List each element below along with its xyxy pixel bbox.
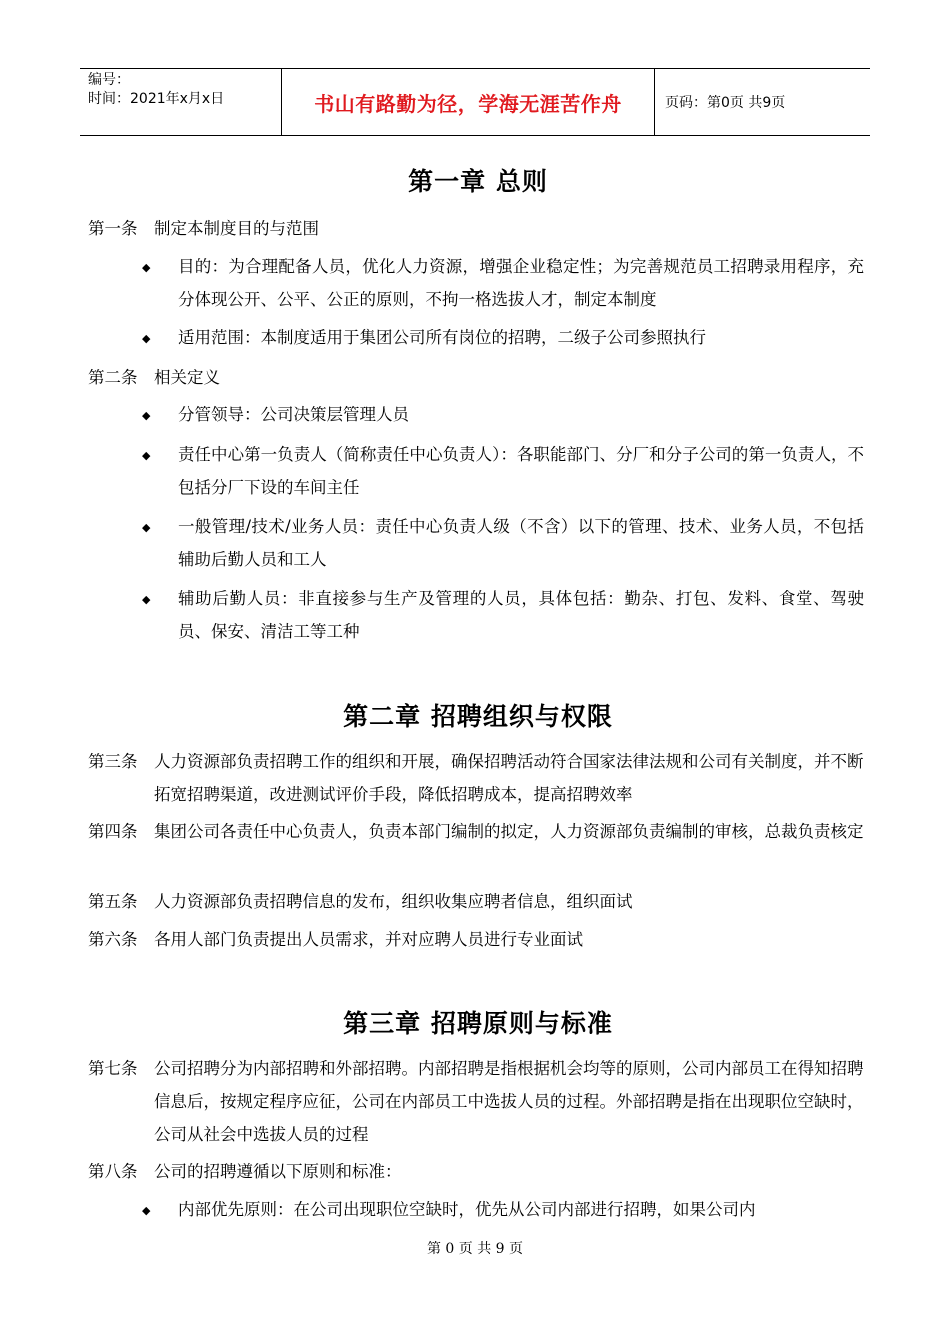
header-table (80, 68, 870, 136)
footer-page-number: 第 0 页 共 9 页 (426, 1241, 524, 1257)
list-item (142, 250, 864, 316)
motto: 书山有路勤为径，学海无涯苦作舟 (314, 91, 622, 116)
article-number: 第七条 (88, 1059, 138, 1078)
list-item (142, 582, 864, 648)
header-page-info (655, 69, 870, 135)
list-item (142, 398, 864, 432)
diamond-bullet-icon: ◆ (142, 409, 151, 422)
bullet-text: 责任中心第一负责人（简称责任中心负责人）：各职能部门、分厂和分子公司的第一负责人，不包括分厂下设的车间主任 (178, 445, 864, 497)
header-meta (80, 69, 281, 135)
article-1 (88, 212, 868, 245)
chapter-1-title: 第一章 总则 (408, 167, 548, 196)
header-motto-cell (281, 69, 655, 135)
page-footer (0, 1238, 950, 1258)
article-8 (88, 1155, 868, 1188)
article-text: 制定本制度目的与范围 (154, 219, 319, 238)
article-text: 各用人部门负责提出人员需求，并对应聘人员进行专业面试 (154, 930, 583, 949)
chapter-3-title: 第三章 招聘原则与标准 (343, 1009, 613, 1038)
article-text: 相关定义 (154, 368, 220, 387)
article-number: 第三条 (88, 752, 138, 771)
article-number: 第四条 (88, 822, 138, 841)
article-6 (88, 923, 868, 956)
list-item (142, 510, 864, 576)
bullet-text: 一般管理/技术/业务人员：责任中心负责人级（不含）以下的管理、技术、业务人员，不包括辅助后勤人员和工人 (178, 517, 864, 569)
article-number: 第六条 (88, 930, 138, 949)
list-item (142, 438, 864, 504)
article-number: 第一条 (88, 219, 138, 238)
code-label: 编号： (88, 72, 130, 88)
article-3 (88, 745, 868, 811)
chapter-2-title: 第二章 招聘组织与权限 (343, 702, 613, 731)
article-number: 第二条 (88, 368, 138, 387)
diamond-bullet-icon: ◆ (142, 1204, 151, 1217)
article-number: 第五条 (88, 892, 138, 911)
bullet-text: 分管领导：公司决策层管理人员 (178, 405, 409, 424)
article-text: 集团公司各责任中心负责人，负责本部门编制的拟定，人力资源部负责编制的审核，总裁负责核定 (154, 822, 864, 841)
diamond-bullet-icon: ◆ (142, 593, 151, 606)
list-item (142, 1193, 864, 1227)
list-item (142, 321, 864, 355)
diamond-bullet-icon: ◆ (142, 449, 151, 462)
article-5 (88, 885, 868, 918)
bullet-text: 适用范围：本制度适用于集团公司所有岗位的招聘，二级子公司参照执行 (178, 328, 706, 347)
article-2 (88, 361, 868, 394)
bullet-text: 内部优先原则：在公司出现职位空缺时，优先从公司内部进行招聘，如果公司内 (178, 1200, 756, 1219)
diamond-bullet-icon: ◆ (142, 332, 151, 345)
page-info: 页码：第0页 共9页 (665, 95, 786, 111)
diamond-bullet-icon: ◆ (142, 521, 151, 534)
article-text: 公司招聘分为内部招聘和外部招聘。内部招聘是指根据机会均等的原则，公司内部员工在得知招聘信息后，按规定程序应征，公司在内部员工中选拔人员的过程。外部招聘是指在出现职位空缺时，公司从社会中选拔人员的过程 (154, 1059, 864, 1144)
article-text: 人力资源部负责招聘工作的组织和开展，确保招聘活动符合国家法律法规和公司有关制度，并不断拓宽招聘渠道，改进测试评价手段，降低招聘成本，提高招聘效率 (154, 752, 864, 804)
article-number: 第八条 (88, 1162, 138, 1181)
article-7 (88, 1052, 868, 1151)
article-text: 公司的招聘遵循以下原则和标准： (154, 1162, 402, 1181)
bullet-text: 目的：为合理配备人员，优化人力资源，增强企业稳定性；为完善规范员工招聘录用程序，充分体现公开、公平、公正的原则，不拘一格选拔人才，制定本制度 (178, 257, 864, 309)
article-text: 人力资源部负责招聘信息的发布，组织收集应聘者信息，组织面试 (154, 892, 633, 911)
date-label: 时间：2021年x月x日 (88, 91, 225, 107)
bullet-text: 辅助后勤人员：非直接参与生产及管理的人员，具体包括：勤杂、打包、发料、食堂、驾驶员、保安、清洁工等工种 (178, 589, 864, 641)
diamond-bullet-icon: ◆ (142, 261, 151, 274)
article-4 (88, 815, 868, 848)
